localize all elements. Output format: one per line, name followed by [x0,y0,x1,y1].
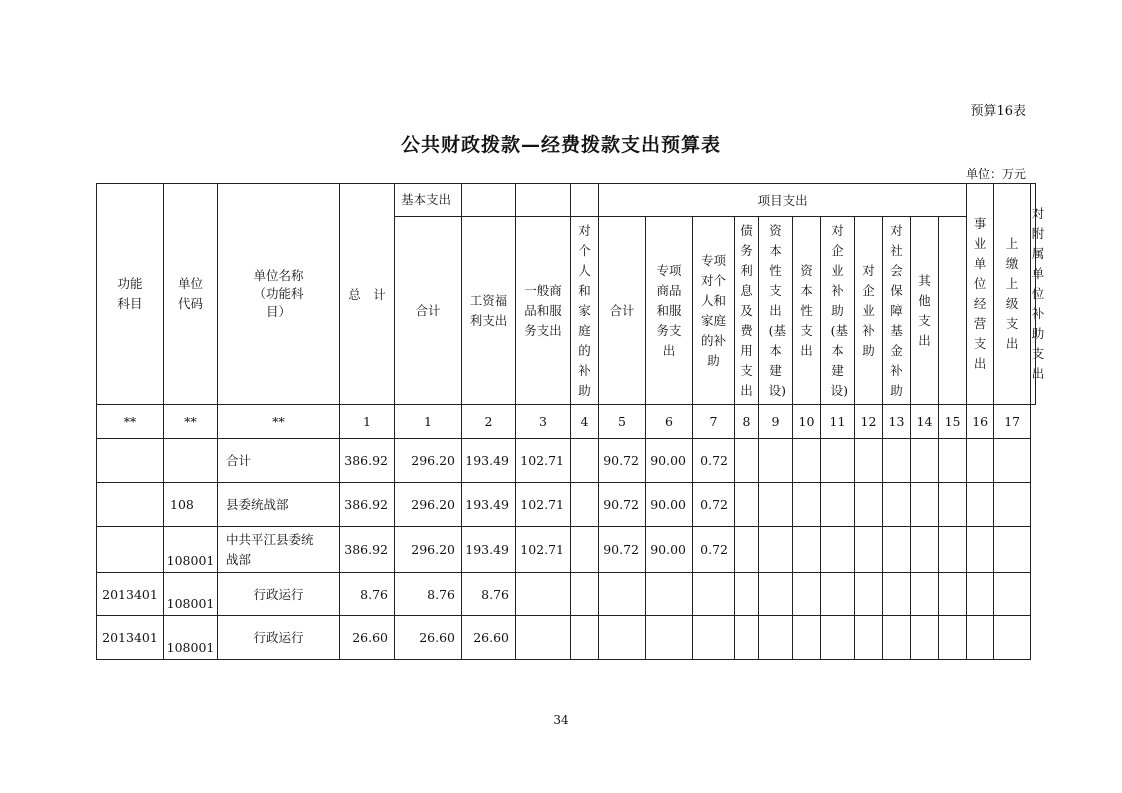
cell-empty [821,573,855,616]
cell-goods [516,573,571,616]
header-total: 总 计 [340,184,395,405]
cell-empty [735,527,759,573]
page-number: 34 [553,713,569,727]
cell-func: 2013401 [97,573,164,616]
cell-empty [967,616,994,660]
header-func-subject: 功能科目 [97,184,164,405]
cell-empty [793,573,821,616]
cell-proj-total: 90.72 [599,527,646,573]
cell-proj-total: 90.72 [599,439,646,483]
cell-empty [759,573,793,616]
index-cell: 3 [516,405,571,439]
cell-sp-personal: 0.72 [693,483,735,527]
index-cell: 15 [939,405,967,439]
index-cell: 13 [883,405,911,439]
cell-goods [516,616,571,660]
header-business-unit: 事业单位经营支出 [967,184,994,405]
cell-empty [939,483,967,527]
cell-personal [571,616,599,660]
table-row [97,573,1036,616]
header-affiliated: 对附属单位补助支出 [1031,184,1036,405]
cell-empty [883,483,911,527]
cell-empty [967,483,994,527]
index-row [97,405,1036,439]
table-row [97,527,1036,573]
cell-empty [994,483,1031,527]
cell-total: 26.60 [340,616,395,660]
index-cell: 9 [759,405,793,439]
cell-empty [994,573,1031,616]
cell-name: 县委统战部 [218,483,340,527]
header-social-security: 对社会保障基金补助 [883,217,911,405]
cell-empty [759,616,793,660]
header-debt-interest: 债务利息及费用支出 [735,217,759,405]
cell-empty [883,616,911,660]
header-basic-group: 基本支出 [395,184,462,217]
cell-func: 2013401 [97,616,164,660]
cell-empty [911,483,939,527]
header-general-goods: 一般商品和服务支出 [516,217,571,405]
cell-sp-goods [646,573,693,616]
header-blank-3 [571,184,599,217]
index-cell: 10 [793,405,821,439]
index-cell: 1 [395,405,462,439]
cell-empty [883,439,911,483]
cell-empty [821,439,855,483]
header-special-goods: 专项商品和服务支出 [646,217,693,405]
cell-code: 108001 [164,616,218,660]
cell-code [164,439,218,483]
header-capital: 资本性支出 [793,217,821,405]
cell-empty [883,527,911,573]
index-cell: 8 [735,405,759,439]
cell-basic-total: 296.20 [395,527,462,573]
cell-name: 中共平江县委统战部 [218,527,340,573]
cell-sp-personal [693,573,735,616]
header-blank-2 [516,184,571,217]
cell-empty [939,527,967,573]
cell-personal [571,483,599,527]
cell-sp-goods [646,616,693,660]
cell-wage: 193.49 [462,483,516,527]
index-cell: 12 [855,405,883,439]
cell-total: 386.92 [340,483,395,527]
cell-empty [967,439,994,483]
cell-name: 行政运行 [218,616,340,660]
index-cell: 16 [967,405,994,439]
cell-total: 8.76 [340,573,395,616]
cell-goods: 102.71 [516,527,571,573]
cell-empty [855,439,883,483]
index-cell: ** [164,405,218,439]
cell-proj-total [599,616,646,660]
cell-name: 合计 [218,439,340,483]
cell-empty [994,616,1031,660]
index-cell: ** [97,405,164,439]
cell-wage: 26.60 [462,616,516,660]
cell-empty [967,527,994,573]
form-number: 预算16表 [970,104,1026,119]
header-basic-total: 合计 [395,217,462,405]
cell-goods: 102.71 [516,483,571,527]
cell-empty [735,616,759,660]
cell-personal [571,527,599,573]
cell-empty [911,439,939,483]
header-enterprise: 对企业补助 [855,217,883,405]
cell-empty [759,439,793,483]
cell-proj-total: 90.72 [599,483,646,527]
cell-code: 108001 [164,527,218,573]
cell-empty [855,616,883,660]
cell-basic-total: 26.60 [395,616,462,660]
header-proj-total: 合计 [599,217,646,405]
header-personal-subsidy: 对个人和家庭的补助 [571,217,599,405]
cell-empty [855,527,883,573]
cell-goods: 102.71 [516,439,571,483]
cell-sp-personal: 0.72 [693,527,735,573]
cell-name: 行政运行 [218,573,340,616]
cell-func [97,527,164,573]
index-cell: 7 [693,405,735,439]
cell-empty [735,483,759,527]
cell-empty [793,439,821,483]
index-cell: 6 [646,405,693,439]
cell-empty [994,527,1031,573]
cell-empty [911,616,939,660]
header-wage-welfare: 工资福利支出 [462,217,516,405]
cell-empty [735,439,759,483]
header-project-group: 项目支出 [599,184,967,217]
cell-func [97,439,164,483]
unit-label: 单位：万元 [965,167,1026,181]
table-row [97,483,1036,527]
header-upper-pay: 上缴上级支出 [994,184,1031,405]
cell-empty [759,527,793,573]
cell-empty [939,616,967,660]
cell-wage: 193.49 [462,439,516,483]
cell-empty [939,439,967,483]
cell-empty [735,573,759,616]
index-cell: ** [218,405,340,439]
index-cell: 4 [571,405,599,439]
cell-proj-total [599,573,646,616]
cell-empty [793,483,821,527]
header-special-personal: 专项对个人和家庭的补助 [693,217,735,405]
index-cell: 14 [911,405,939,439]
cell-sp-personal [693,616,735,660]
cell-empty [939,573,967,616]
cell-empty [967,573,994,616]
header-unit-code: 单位代码 [164,184,218,405]
header-blank-1 [462,184,516,217]
cell-empty [911,573,939,616]
cell-sp-goods: 90.00 [646,527,693,573]
page-title: 公共财政拨款—经费拨款支出预算表 [400,134,721,156]
index-cell: 5 [599,405,646,439]
cell-empty [911,527,939,573]
budget-table [96,183,1045,660]
cell-total: 386.92 [340,527,395,573]
cell-total: 386.92 [340,439,395,483]
cell-func [97,483,164,527]
cell-wage: 193.49 [462,527,516,573]
cell-wage: 8.76 [462,573,516,616]
index-cell: 17 [994,405,1031,439]
cell-empty [855,483,883,527]
cell-basic-total: 296.20 [395,483,462,527]
cell-sp-goods: 90.00 [646,483,693,527]
cell-personal [571,573,599,616]
index-cell: 2 [462,405,516,439]
cell-empty [793,616,821,660]
index-cell: 11 [821,405,855,439]
cell-empty [821,483,855,527]
cell-personal [571,439,599,483]
cell-code: 108001 [164,573,218,616]
cell-basic-total: 296.20 [395,439,462,483]
cell-sp-goods: 90.00 [646,439,693,483]
cell-empty [855,573,883,616]
cell-empty [883,573,911,616]
table-row [97,616,1036,660]
cell-empty [759,483,793,527]
header-unit-name: 单位名称（功能科目） [218,184,340,405]
cell-empty [994,439,1031,483]
header-enterprise-basic: 对企业补助(基本建设) [821,217,855,405]
cell-basic-total: 8.76 [395,573,462,616]
header-other: 其他支出 [911,217,939,405]
cell-empty [821,616,855,660]
cell-empty [793,527,821,573]
header-capital-basic: 资本性支出(基本建设) [759,217,793,405]
table-row [97,439,1036,483]
cell-sp-personal: 0.72 [693,439,735,483]
cell-code: 108 [164,483,218,527]
index-cell: 1 [340,405,395,439]
cell-empty [821,527,855,573]
